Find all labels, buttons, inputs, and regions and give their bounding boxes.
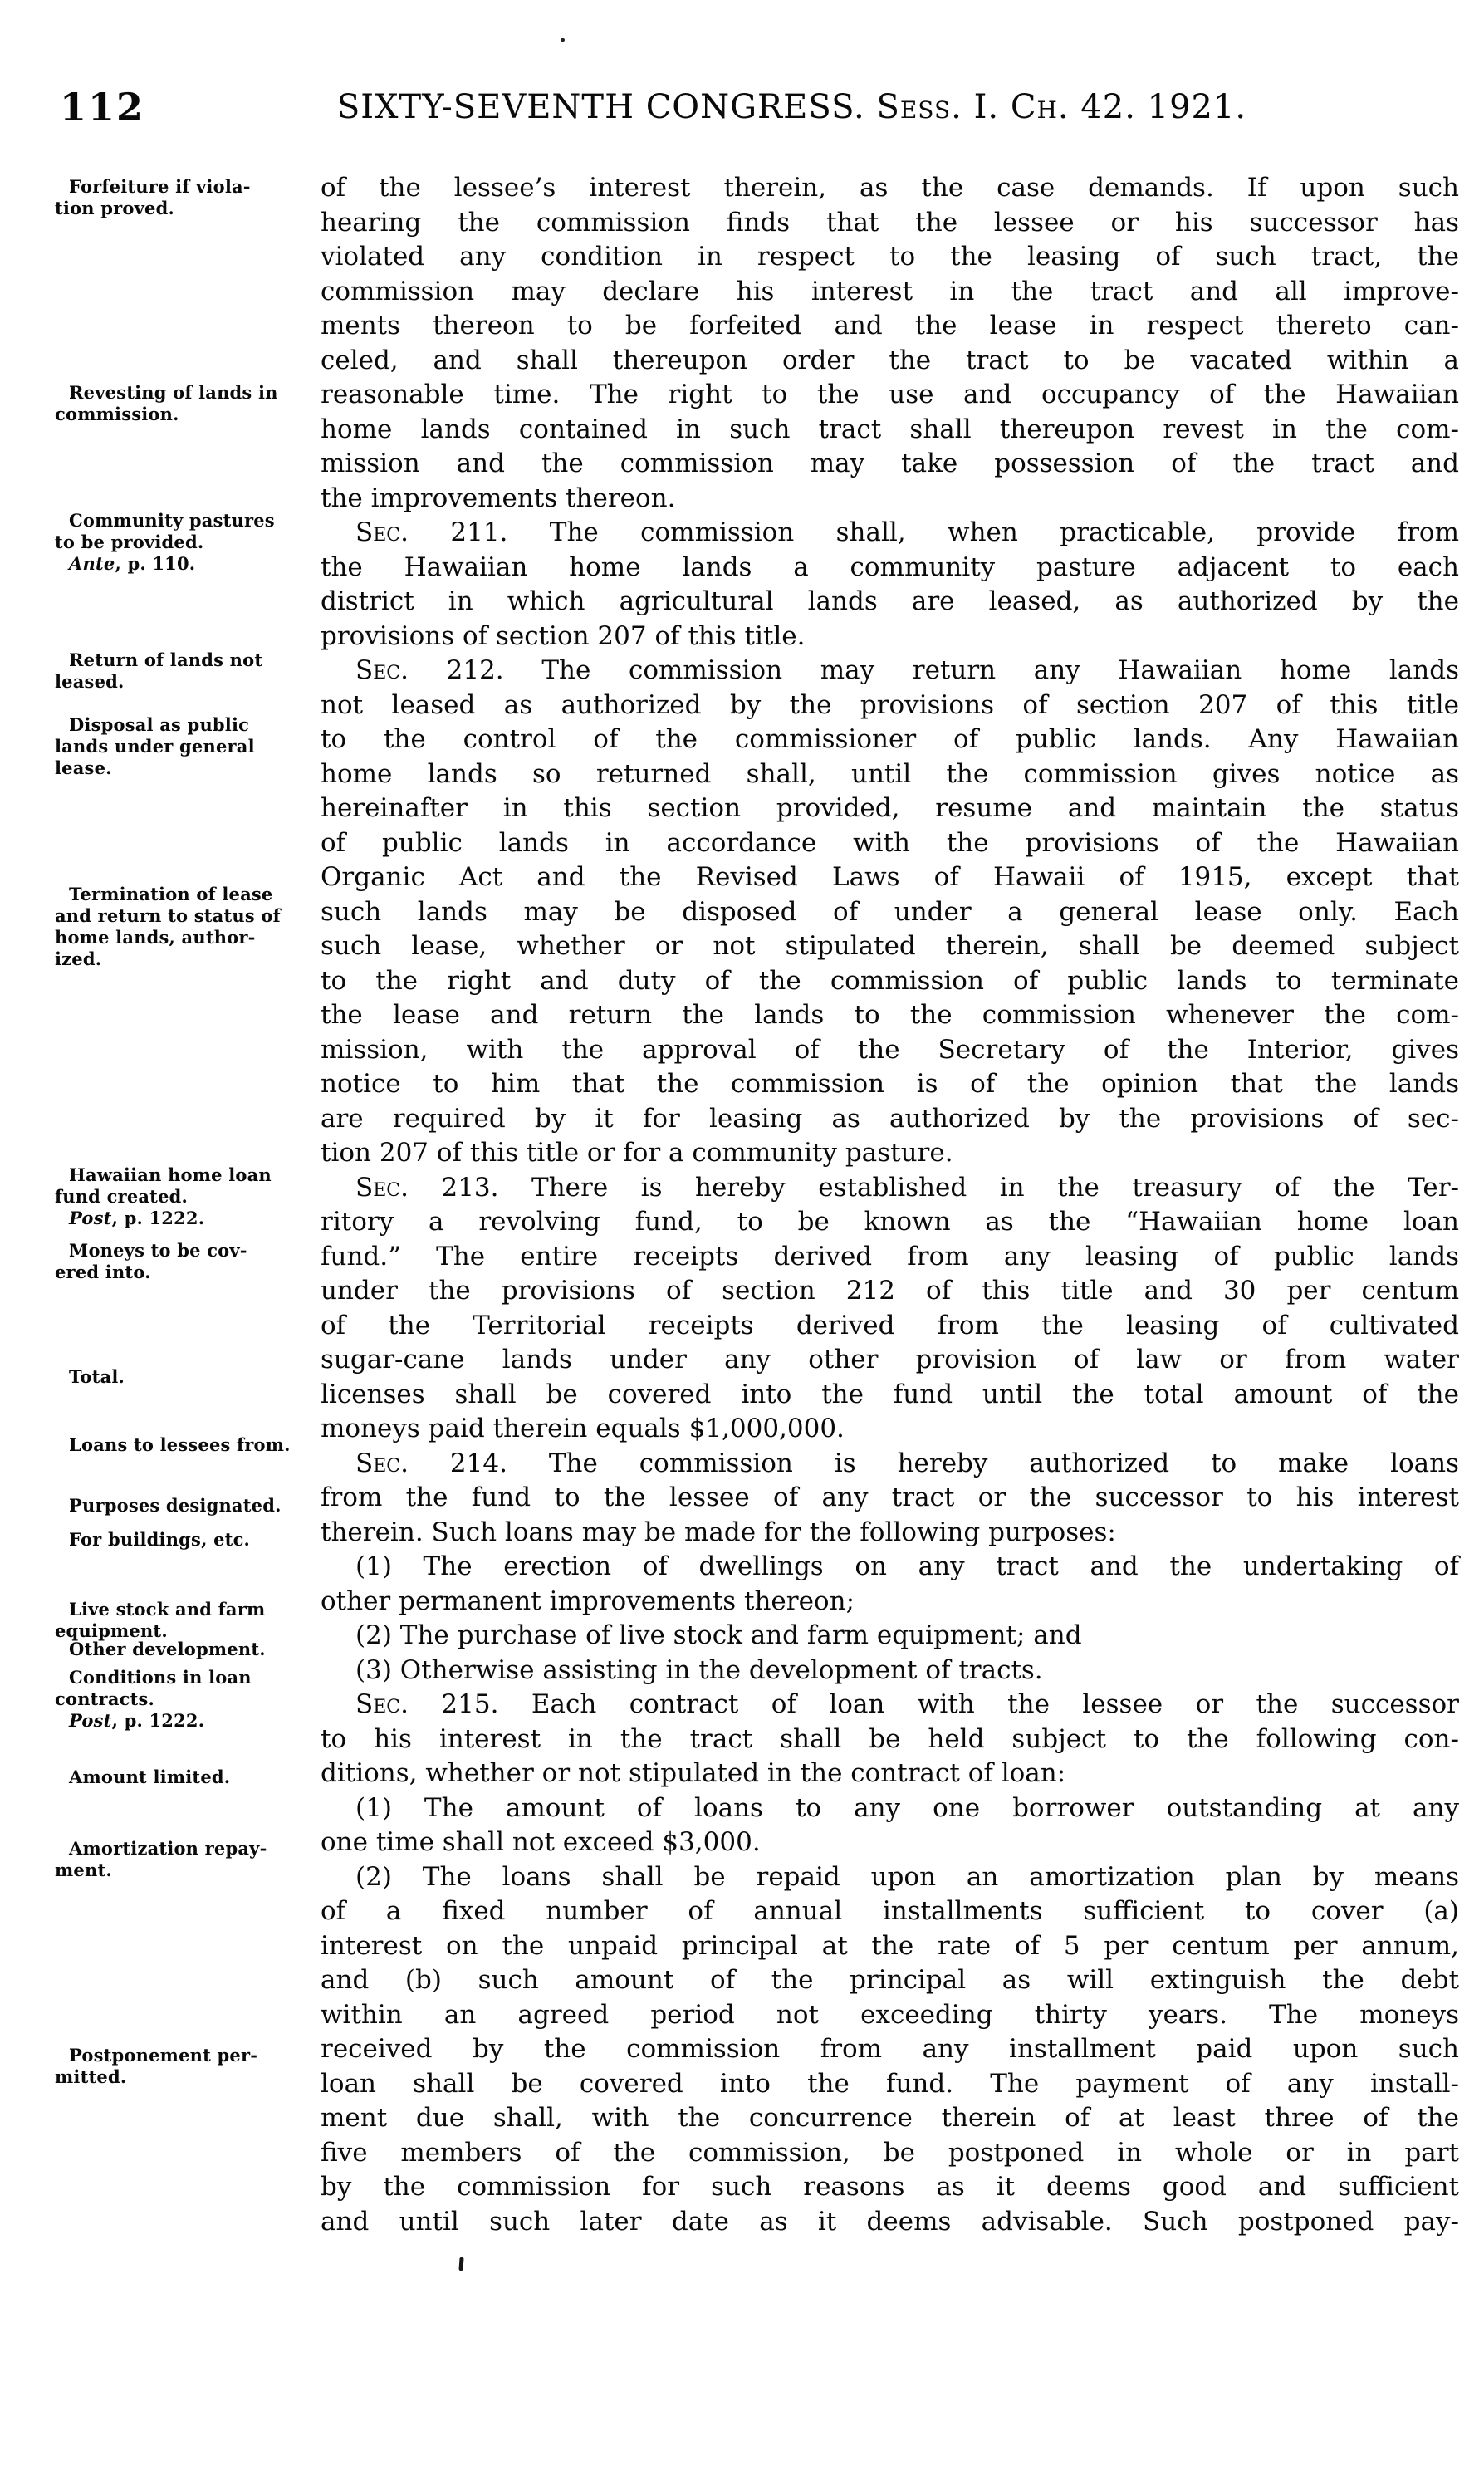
body-line: (1) The erection of dwellings on any tract and the undertaking of bbox=[355, 1551, 1459, 1581]
body-line: ment due shall, with the concurrence therein of at least three of the bbox=[321, 2103, 1459, 2133]
body-line: the improvements thereon. bbox=[321, 483, 676, 513]
body-line: Sec. 215. Each contract of loan with the lessee or the successor bbox=[355, 1689, 1459, 1719]
margin-note-line: and return to status of bbox=[55, 905, 281, 926]
body-line: and (b) such amount of the principal as will extinguish the debt bbox=[321, 1965, 1459, 1995]
body-line: ditions, whether or not stipulated in the contract of loan: bbox=[321, 1758, 1066, 1788]
section-label: Sec. 213. bbox=[355, 1172, 499, 1203]
margin-note-line: Return of lands not bbox=[69, 649, 263, 670]
margin-note bbox=[55, 382, 314, 425]
body-line: received by the commission from any installment paid upon such bbox=[321, 2034, 1459, 2064]
page-number: 112 bbox=[60, 85, 145, 130]
margin-note-reference: Post, p. 1222. bbox=[69, 1208, 205, 1228]
margin-note-line: Termination of lease bbox=[69, 884, 273, 904]
margin-note bbox=[55, 2045, 314, 2088]
margin-note-line: ered into. bbox=[55, 1262, 151, 1282]
margin-note bbox=[55, 510, 314, 575]
body-line: (3) Otherwise assisting in the development of tracts. bbox=[355, 1654, 1043, 1685]
body-line: loan shall be covered into the fund. The payment of any install- bbox=[321, 2068, 1459, 2099]
margin-note-reference: Post, p. 1222. bbox=[69, 1710, 205, 1731]
margin-note-line: Other development. bbox=[69, 1639, 266, 1659]
margin-note-line: commission. bbox=[55, 404, 179, 424]
body-line: celed, and shall thereupon order the tract to be vacated within a bbox=[321, 345, 1459, 375]
body-line: such lease, whether or not stipulated therein, shall be deemed subject bbox=[321, 931, 1459, 961]
body-line: (2) The loans shall be repaid upon an amortization plan by means bbox=[355, 1861, 1459, 1892]
margin-note-line: to be provided. bbox=[55, 532, 204, 552]
margin-note-line: tion proved. bbox=[55, 198, 174, 218]
body-line: Sec. 211. The commission shall, when practicable, provide from bbox=[355, 517, 1459, 547]
body-line: Sec. 214. The commission is hereby authorized to make loans bbox=[355, 1448, 1459, 1478]
body-line: Sec. 213. There is hereby established in the treasury of the Ter- bbox=[355, 1172, 1459, 1203]
body-line: are required by it for leasing as authorized by the provisions of sec- bbox=[321, 1103, 1459, 1134]
body-line: other permanent improvements thereon; bbox=[321, 1585, 855, 1616]
body-line: within an agreed period not exceeding thirty years. The moneys bbox=[321, 1999, 1459, 2030]
margin-note-line: Amount limited. bbox=[69, 1767, 231, 1787]
margin-note bbox=[55, 649, 314, 693]
body-line: the Hawaiian home lands a community pasture adjacent to each bbox=[321, 551, 1459, 582]
margin-note-line: Hawaiian home loan bbox=[69, 1164, 272, 1185]
scan-artifact bbox=[561, 38, 565, 42]
section-label: Sec. 212. bbox=[355, 655, 504, 685]
body-line: from the fund to the lessee of any tract or the successor to his interest bbox=[321, 1482, 1459, 1512]
margin-note bbox=[55, 1767, 314, 1788]
margin-note bbox=[55, 1434, 314, 1456]
margin-note bbox=[55, 1529, 314, 1551]
margin-note-reference: Ante, p. 110. bbox=[69, 553, 196, 574]
body-line: of the lessee’s interest therein, as the case demands. If upon such bbox=[321, 173, 1459, 203]
section-label: Sec. 215. bbox=[355, 1689, 499, 1719]
margin-note-line: mitted. bbox=[55, 2066, 127, 2087]
margin-note-line: Moneys to be cov- bbox=[69, 1240, 247, 1261]
margin-note bbox=[55, 176, 314, 219]
margin-note-line: Conditions in loan bbox=[69, 1667, 252, 1688]
body-line: and until such later date as it deems advisable. Such postponed pay- bbox=[321, 2206, 1459, 2237]
body-line: (2) The purchase of live stock and farm equipment; and bbox=[355, 1620, 1082, 1650]
body-line: Organic Act and the Revised Laws of Hawaii of 1915, except that bbox=[321, 862, 1459, 892]
margin-note-line: Postponement per- bbox=[69, 2045, 258, 2066]
margin-note-line: Community pastures bbox=[69, 510, 275, 531]
body-line: (1) The amount of loans to any one borrower outstanding at any bbox=[355, 1792, 1459, 1823]
body-line: one time shall not exceed $3,000. bbox=[321, 1827, 761, 1857]
body-line: therein. Such loans may be made for the following purposes: bbox=[321, 1517, 1116, 1547]
margin-note-line: For buildings, etc. bbox=[69, 1529, 251, 1550]
margin-note bbox=[55, 1838, 314, 1881]
margin-note bbox=[55, 1599, 314, 1642]
body-line: notice to him that the commission is of the opinion that the lands bbox=[321, 1069, 1459, 1099]
margin-note bbox=[55, 1667, 314, 1732]
body-line: mission, with the approval of the Secretary of the Interior, gives bbox=[321, 1034, 1459, 1065]
body-line: to the control of the commissioner of public lands. Any Hawaiian bbox=[321, 724, 1459, 754]
section-label: Sec. 214. bbox=[355, 1448, 507, 1478]
margin-note-line: Purposes designated. bbox=[69, 1495, 282, 1516]
margin-note bbox=[55, 1240, 314, 1283]
margin-note-line: Total. bbox=[69, 1366, 125, 1387]
margin-note-line: Amortization repay- bbox=[69, 1838, 267, 1859]
margin-note bbox=[55, 884, 314, 970]
scan-artifact bbox=[458, 2257, 463, 2271]
margin-note-line: ment. bbox=[55, 1860, 112, 1880]
body-line: commission may declare his interest in the tract and all improve- bbox=[321, 276, 1459, 306]
body-line: not leased as authorized by the provisions of section 207 of this title bbox=[321, 689, 1459, 720]
margin-note bbox=[55, 1164, 314, 1229]
body-line: home lands so returned shall, until the commission gives notice as bbox=[321, 758, 1459, 789]
body-line: home lands contained in such tract shall thereupon revest in the com- bbox=[321, 414, 1459, 444]
margin-note-line: leased. bbox=[55, 671, 125, 692]
margin-note-line: Loans to lessees from. bbox=[69, 1434, 291, 1455]
margin-note-line: Revesting of lands in bbox=[69, 382, 278, 403]
body-line: by the commission for such reasons as it deems good and sufficient bbox=[321, 2172, 1459, 2202]
body-line: ments thereon to be forfeited and the lease in respect thereto can- bbox=[321, 311, 1459, 341]
body-line: tion 207 of this title or for a community pasture. bbox=[321, 1138, 953, 1168]
margin-note-line: Disposal as public bbox=[69, 714, 250, 735]
body-line: to his interest in the tract shall be held subject to the following con- bbox=[321, 1723, 1459, 1754]
margin-note-line: fund created. bbox=[55, 1186, 189, 1207]
running-header: SIXTY-SEVENTH CONGRESS. Sess. I. Ch. 42. 1921. bbox=[336, 88, 1247, 126]
body-line: of a fixed number of annual installments sufficient to cover (a) bbox=[321, 1896, 1459, 1926]
margin-note-line: lease. bbox=[55, 757, 112, 778]
body-line: Sec. 212. The commission may return any Hawaiian home lands bbox=[355, 655, 1459, 685]
body-line: district in which agricultural lands are leased, as authorized by the bbox=[321, 586, 1459, 616]
body-line: violated any condition in respect to the leasing of such tract, the bbox=[321, 242, 1459, 272]
margin-note-line: contracts. bbox=[55, 1688, 155, 1709]
section-label: Sec. 211. bbox=[355, 517, 508, 547]
margin-note bbox=[55, 714, 314, 779]
body-line: five members of the commission, be postponed in whole or in part bbox=[321, 2137, 1459, 2168]
body-line: licenses shall be covered into the fund until the total amount of the bbox=[321, 1379, 1459, 1409]
body-line: mission and the commission may take possession of the tract and bbox=[321, 448, 1459, 478]
body-line: reasonable time. The right to the use and occupancy of the Hawaiian bbox=[321, 380, 1459, 409]
body-line: to the right and duty of the commission of public lands to terminate bbox=[321, 965, 1459, 996]
body-line: fund.” The entire receipts derived from any leasing of public lands bbox=[321, 1241, 1459, 1272]
body-line: of public lands in accordance with the provisions of the Hawaiian bbox=[321, 827, 1459, 858]
body-line: such lands may be disposed of under a general lease only. Each bbox=[321, 896, 1459, 927]
margin-note-line: ized. bbox=[55, 948, 102, 969]
body-line: hearing the commission finds that the lessee or his successor has bbox=[321, 207, 1459, 238]
margin-note bbox=[55, 1495, 314, 1517]
body-line: interest on the unpaid principal at the rate of 5 per centum per annum, bbox=[321, 1930, 1459, 1961]
body-text bbox=[321, 171, 1459, 2239]
margin-note bbox=[55, 1366, 314, 1388]
margin-note-line: equipment. bbox=[55, 1620, 168, 1641]
body-line: ritory a revolving fund, to be known as the “Hawaiian home loan bbox=[321, 1207, 1459, 1237]
margin-note bbox=[55, 1639, 314, 1660]
body-line: sugar-cane lands under any other provision of law or from water bbox=[321, 1345, 1459, 1375]
body-line: under the provisions of section 212 of this title and 30 per centum bbox=[321, 1276, 1459, 1306]
body-line: moneys paid therein equals $1,000,000. bbox=[321, 1414, 845, 1443]
body-line: the lease and return the lands to the commission whenever the com- bbox=[321, 1000, 1459, 1030]
margin-notes bbox=[55, 0, 314, 2465]
margin-note-line: Live stock and farm bbox=[69, 1599, 266, 1620]
body-line: of the Territorial receipts derived from the leasing of cultivated bbox=[321, 1310, 1459, 1340]
margin-note-line: home lands, author- bbox=[55, 927, 256, 948]
margin-note-line: lands under general bbox=[55, 736, 255, 757]
body-line: hereinafter in this section provided, resume and maintain the status bbox=[321, 793, 1459, 823]
body-line: provisions of section 207 of this title. bbox=[321, 620, 806, 651]
margin-note-line: Forfeiture if viola- bbox=[69, 176, 251, 197]
